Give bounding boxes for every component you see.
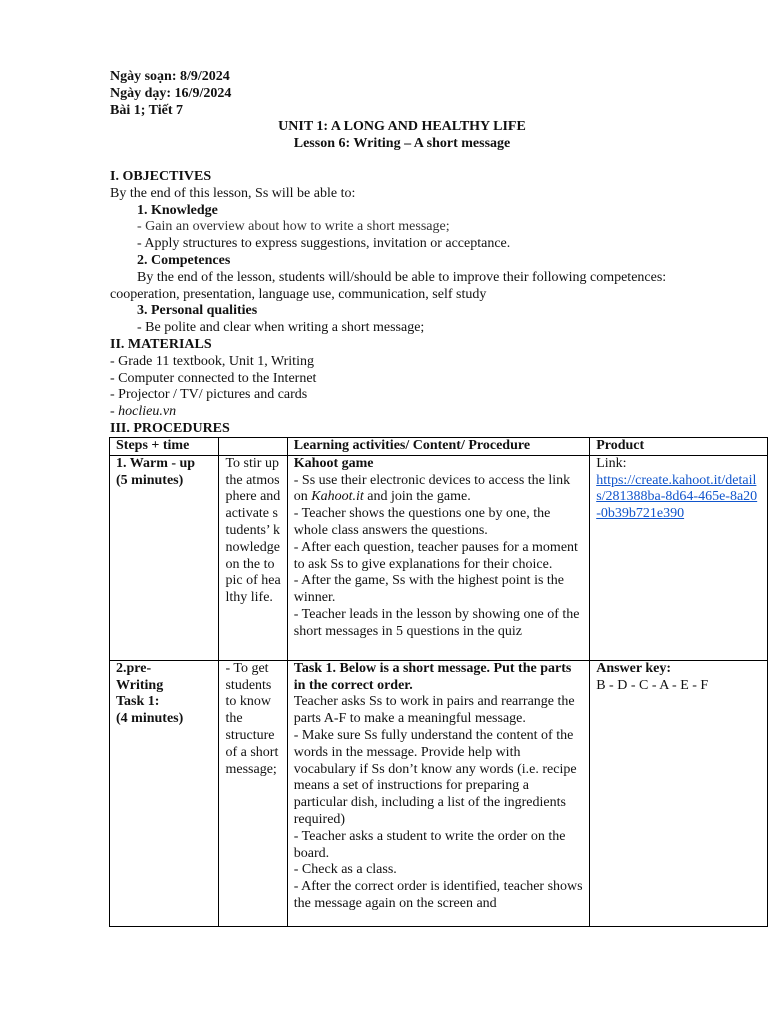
step-line: 1. Warm - up xyxy=(116,455,196,471)
activity-line: - Check as a class. xyxy=(293,862,397,878)
procedures-heading: III. PROCEDURES xyxy=(110,420,230,436)
activity-line: - Teacher asks a student to write the order on the board. xyxy=(293,828,566,861)
product-label: Link: xyxy=(596,455,627,471)
lesson-title: Lesson 6: Writing – A short message xyxy=(293,136,511,152)
product-cell xyxy=(590,455,768,660)
column-header-steps: Steps + time xyxy=(110,438,219,456)
column-header-activities: Learning activities/ Content/ Procedure xyxy=(287,438,589,456)
step-line: (5 minutes) xyxy=(116,472,184,488)
activity-line: - After the correct order is identified, teacher shows the message again on the screen and xyxy=(293,879,583,911)
prep-date: Ngày soạn: 8/9/2024 xyxy=(110,69,230,84)
lesson-number: Bài 1; Tiết 7 xyxy=(110,102,183,118)
qualities-heading: 3. Personal qualities xyxy=(137,303,258,319)
activity-cell xyxy=(287,660,589,926)
table-row xyxy=(110,660,768,926)
activity-cell xyxy=(287,455,589,660)
activity-line xyxy=(294,473,583,507)
table-row xyxy=(110,455,768,660)
column-header-aim xyxy=(219,438,287,456)
activity-line: - Teacher leads in the lesson by showing one of the short messages in 5 questions in the quiz xyxy=(293,606,580,639)
materials-item: - Computer connected to the Internet xyxy=(110,370,317,386)
teach-date: Ngày dạy: 16/9/2024 xyxy=(110,85,232,101)
step-line: Writing xyxy=(116,677,164,693)
aim-cell: To stir up the atmosphere and activate students’ knowledge on the topic of healthy life. xyxy=(219,455,287,660)
activity-line: - After each question, teacher pauses for a moment to ask Ss to give explanations for their choice. xyxy=(293,539,578,572)
competences-text: By the end of the lesson, students will/should be able to improve their following competences: cooperation, presentation, language use, communication, self study xyxy=(110,269,667,302)
product-cell xyxy=(590,660,768,926)
activity-line: - Teacher shows the questions one by one, the whole class answers the questions. xyxy=(293,506,551,538)
objectives-heading: I. OBJECTIVES xyxy=(110,168,212,184)
procedures-table xyxy=(109,437,768,927)
spacer xyxy=(110,153,768,169)
activity-line: - After the game, Ss with the highest point is the winner. xyxy=(293,573,565,606)
lesson-plan-document xyxy=(110,69,768,438)
competences-heading: 2. Competences xyxy=(137,252,231,268)
activity-text: - Ss use their electronic devices to access the link on xyxy=(293,472,571,505)
unit-title: UNIT 1: A LONG AND HEALTHY LIFE xyxy=(278,119,526,135)
knowledge-heading: 1. Knowledge xyxy=(137,202,218,218)
objectives-intro: By the end of this lesson, Ss will be able to: xyxy=(110,185,356,201)
product-label: Answer key: xyxy=(596,660,671,676)
activity-title: Kahoot game xyxy=(293,455,374,471)
kahoot-link[interactable]: https://create.kahoot.it/details/281388ba-8d64-465e-8a20-0b39b721e390 xyxy=(596,472,758,522)
activity-line: Teacher asks Ss to work in pairs and rearrange the parts A-F to make a meaningful message. xyxy=(293,694,575,727)
knowledge-item: - Gain an overview about how to write a short message; xyxy=(137,219,450,235)
materials-item-italic: - hoclieu.vn xyxy=(110,404,177,420)
answer-key: B - D - C - A - E - F xyxy=(596,677,709,693)
step-cell xyxy=(110,660,219,926)
aim-cell: - To get students to know the structure of a short message; xyxy=(219,660,287,926)
activity-text: and join the game. xyxy=(363,489,471,505)
activity-title: Task 1. Below is a short message. Put the parts in the correct order. xyxy=(293,660,572,693)
materials-item: - Projector / TV/ pictures and cards xyxy=(110,387,308,403)
materials-heading: II. MATERIALS xyxy=(110,336,212,352)
column-header-product: Product xyxy=(590,438,768,456)
activity-line: - Make sure Ss fully understand the content of the words in the message. Provide help with vocabulary if Ss don’t know any words (i.e. recipe means a set of instructions for preparing a particular dish, including a list of the ingredients required) xyxy=(293,727,577,827)
materials-item: - Grade 11 textbook, Unit 1, Writing xyxy=(110,353,314,369)
knowledge-item: - Apply structures to express suggestions, invitation or acceptance. xyxy=(137,236,511,252)
activity-text-italic: Kahoot.it xyxy=(311,489,364,505)
step-line: (4 minutes) xyxy=(116,711,184,727)
table-header-row xyxy=(110,438,768,456)
qualities-item: - Be polite and clear when writing a short message; xyxy=(137,320,425,336)
step-cell xyxy=(110,455,219,660)
step-line: 2.pre- xyxy=(116,660,152,676)
step-line: Task 1: xyxy=(116,694,160,710)
